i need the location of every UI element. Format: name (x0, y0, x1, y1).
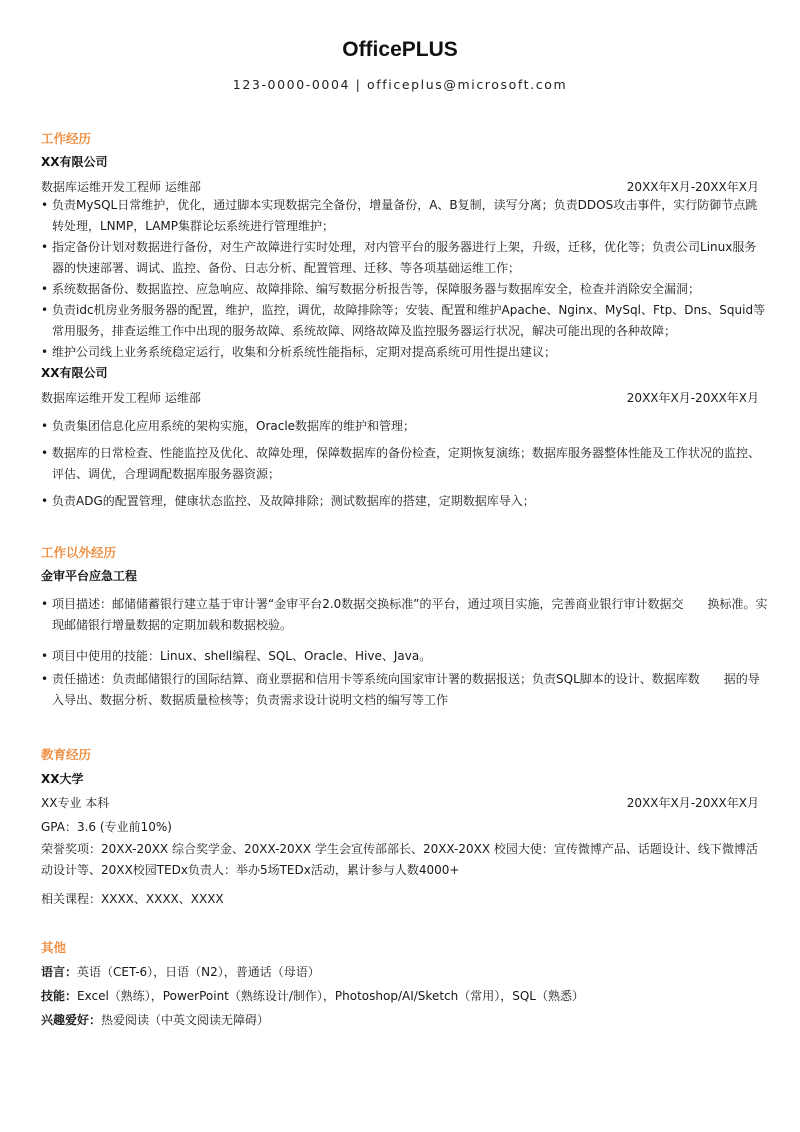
hobby-label: 兴趣爱好： (41, 1013, 102, 1027)
company-name: XX有限公司 (41, 366, 108, 380)
hobby-value: 热爱阅读（中英文阅读无障碍） (101, 1013, 270, 1027)
project-name: 金审平台应急工程 (41, 569, 138, 583)
bullet-icon: • (41, 198, 49, 212)
bullet-icon: • (41, 446, 49, 460)
list-item: • 责任描述：负责邮储银行的国际结算、商业票据和信用卡等系统向国家审计署的数据报送；负责SQL脚本的设计、数据库数 据的导入导出、数据分析、数据质量检核等；负责需求设计说明文档的编写等工作 (41, 669, 768, 711)
bullet-icon: • (41, 649, 49, 663)
list-item: • 指定备份计划对数据进行备份，对生产故障进行实时处理，对内管平台的服务器进行上架，升级，迁移，优化等；负责公司Linux服务器的快速部署、调试、监控、备份、日志分析、配置管理、迁移、等各项基础运维工作； (41, 237, 768, 279)
list-item: • 数据库的日常检查、性能监控及优化、故障处理，保障数据库的备份检查，定期恢复演练；数据库服务器整体性能及工作状况的监控、评估、调优，合理调配数据库服务器资源； (41, 443, 768, 485)
section-title-projects: 工作以外经历 (41, 545, 117, 560)
skills-label: 技能： (41, 989, 78, 1003)
language-label: 语言： (41, 965, 78, 979)
hobby-row (41, 1011, 269, 1028)
company-name: XX有限公司 (41, 155, 108, 169)
skills-value: Excel（熟练），PowerPoint（熟练设计/制作），Photoshop/AI/Sketch（常用），SQL（熟悉） (77, 989, 584, 1003)
bullet-icon: • (41, 282, 49, 296)
job-date: 20XX年X月-20XX年X月 (626, 391, 759, 405)
skills-row (41, 987, 584, 1004)
bullet-icon: • (41, 240, 49, 254)
bullet-icon: • (41, 419, 49, 433)
list-item: • 项目中使用的技能：Linux、shell编程、SQL、Oracle、Hive、Java。 (41, 646, 768, 667)
school-name: XX大学 (41, 772, 84, 786)
list-item: • 负责MySQL日常维护，优化，通过脚本实现数据完全备份，增量备份，A、B复制，读写分离；负责DDOS攻击事件，实行防御节点跳转处理，LNMP，LAMP集群论坛系统进行管理维护； (41, 195, 768, 237)
list-item: • 项目描述：邮储储蓄银行建立基于审计署“金审平台2.0数据交换标准”的平台，通过项目实施，完善商业银行审计数据交 换标准。实现邮储银行增量数据的定期加载和数据校验。 (41, 594, 768, 636)
list-item: • 负责ADG的配置管理，健康状态监控、及故障排除；测试数据库的搭建，定期数据库导入； (41, 491, 768, 512)
bullet-icon: • (41, 597, 49, 611)
job-role: 数据库运维开发工程师 运维部 (41, 180, 201, 194)
bullet-icon: • (41, 672, 49, 686)
job-date: 20XX年X月-20XX年X月 (626, 180, 759, 194)
language-row (41, 963, 320, 980)
gpa: GPA：3.6 (专业前10%) (41, 820, 172, 834)
courses: 相关课程：XXXX、XXXX、XXXX (41, 892, 224, 906)
contact-info: 123-0000-0004 | officeplus@microsoft.com (232, 77, 568, 92)
resume-name: OfficePLUS (342, 38, 458, 61)
bullet-icon: • (41, 303, 49, 317)
major: XX专业 本科 (41, 796, 110, 810)
bullet-icon: • (41, 345, 49, 359)
job-role: 数据库运维开发工程师 运维部 (41, 391, 201, 405)
section-title-other: 其他 (41, 940, 67, 955)
section-title-work: 工作经历 (41, 131, 92, 146)
list-item: • 负责集团信息化应用系统的架构实施，Oracle数据库的维护和管理； (41, 416, 768, 437)
honors: 荣誉奖项：20XX-20XX 综合奖学金、20XX-20XX 学生会宣传部部长、20XX-20XX 校园大使：宣传微博产品、话题设计、线下微博活动设计等、20XX校园TEDx负责人：举办5场TEDx活动，累计参与人数4000+ (41, 842, 758, 877)
section-title-education: 教育经历 (41, 747, 92, 762)
list-item: • 维护公司线上业务系统稳定运行，收集和分析系统性能指标，定期对提高系统可用性提出建议； (41, 342, 768, 363)
list-item: • 负责idc机房业务服务器的配置，维护，监控，调优，故障排除等；安装、配置和维护Apache、Nginx、MySql、Ftp、Dns、Squid等常用服务，排查运维工作中出现的服务故障、系统故障、网络故障及监控服务器运行状况，解决可能出现的各种故障； (41, 300, 768, 342)
language-value: 英语（CET-6），日语（N2），普通话（母语） (77, 965, 320, 979)
bullet-icon: • (41, 494, 49, 508)
education-date: 20XX年X月-20XX年X月 (626, 796, 759, 810)
list-item: • 系统数据备份、数据监控、应急响应、故障排除、编写数据分析报告等，保障服务器与数据库安全，检查并消除安全漏洞； (41, 279, 768, 300)
